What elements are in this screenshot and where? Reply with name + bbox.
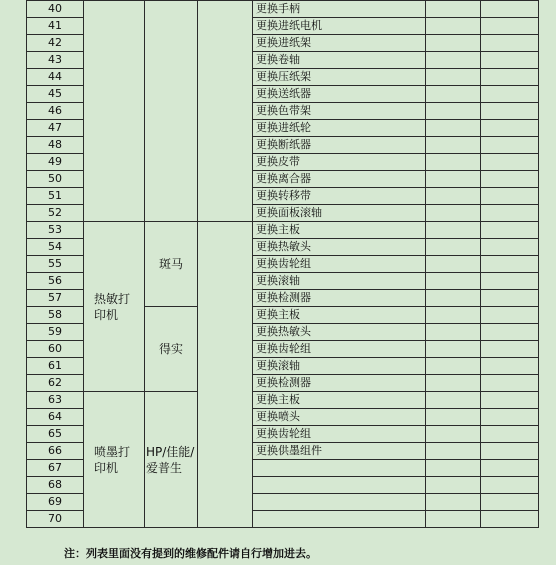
empty-cell — [481, 239, 539, 256]
row-number: 46 — [27, 103, 84, 120]
empty-cell — [426, 52, 481, 69]
empty-cell — [426, 426, 481, 443]
category-cell-inkjet — [84, 392, 145, 528]
row-number: 65 — [27, 426, 84, 443]
repair-item — [253, 460, 426, 477]
repair-item: 更换齿轮组 — [253, 426, 426, 443]
row-number: 47 — [27, 120, 84, 137]
repair-item: 更换进纸轮 — [253, 120, 426, 137]
category-cell — [84, 1, 145, 222]
empty-cell — [426, 171, 481, 188]
row-number: 69 — [27, 494, 84, 511]
repair-item: 更换进纸架 — [253, 35, 426, 52]
row-number: 60 — [27, 341, 84, 358]
brand-label-inkjet: HP/佳能/爱普生 — [146, 444, 195, 475]
repair-item: 更换断纸器 — [253, 137, 426, 154]
empty-cell — [481, 35, 539, 52]
row-number: 61 — [27, 358, 84, 375]
category-label-thermal: 热敏打印机 — [94, 291, 131, 322]
row-number: 66 — [27, 443, 84, 460]
repair-item: 更换主板 — [253, 222, 426, 239]
row-number: 56 — [27, 273, 84, 290]
row-number: 54 — [27, 239, 84, 256]
empty-cell — [426, 409, 481, 426]
empty-cell — [481, 324, 539, 341]
empty-cell — [426, 273, 481, 290]
category-cell-thermal — [84, 222, 145, 392]
row-number: 42 — [27, 35, 84, 52]
repair-item: 更换面板滚轴 — [253, 205, 426, 222]
row-number: 40 — [27, 1, 84, 18]
repair-item: 更换送纸器 — [253, 86, 426, 103]
empty-cell — [481, 460, 539, 477]
repair-parts-table — [26, 0, 539, 528]
empty-cell — [481, 341, 539, 358]
empty-cell — [426, 324, 481, 341]
empty-cell — [481, 86, 539, 103]
empty-cell — [426, 511, 481, 528]
row-number: 63 — [27, 392, 84, 409]
empty-cell — [481, 392, 539, 409]
repair-item: 更换离合器 — [253, 171, 426, 188]
repair-item: 更换色带架 — [253, 103, 426, 120]
row-number: 57 — [27, 290, 84, 307]
row-number: 48 — [27, 137, 84, 154]
repair-item — [253, 494, 426, 511]
empty-cell — [426, 358, 481, 375]
repair-item: 更换滚轴 — [253, 358, 426, 375]
empty-cell — [481, 171, 539, 188]
empty-cell — [481, 426, 539, 443]
row-number: 67 — [27, 460, 84, 477]
empty-cell — [426, 103, 481, 120]
empty-cell — [426, 494, 481, 511]
brand-label-desheng: 得实 — [158, 342, 183, 356]
empty-cell — [426, 188, 481, 205]
row-number: 64 — [27, 409, 84, 426]
repair-item: 更换手柄 — [253, 1, 426, 18]
empty-cell — [481, 103, 539, 120]
repair-item: 更换齿轮组 — [253, 341, 426, 358]
empty-cell — [426, 120, 481, 137]
empty-cell — [481, 1, 539, 18]
repair-item: 更换主板 — [253, 307, 426, 324]
empty-cell — [481, 511, 539, 528]
empty-cell — [426, 137, 481, 154]
row-number: 70 — [27, 511, 84, 528]
empty-cell — [481, 290, 539, 307]
repair-item: 更换齿轮组 — [253, 256, 426, 273]
row-number: 41 — [27, 18, 84, 35]
repair-item: 更换进纸电机 — [253, 18, 426, 35]
repair-item: 更换喷头 — [253, 409, 426, 426]
repair-item: 更换供墨组件 — [253, 443, 426, 460]
empty-cell — [426, 86, 481, 103]
empty-cell — [426, 222, 481, 239]
empty-cell — [481, 358, 539, 375]
repair-item: 更换压纸架 — [253, 69, 426, 86]
empty-cell — [426, 477, 481, 494]
repair-item: 更换转移带 — [253, 188, 426, 205]
brand-cell — [145, 1, 198, 222]
row-number: 68 — [27, 477, 84, 494]
empty-cell — [426, 35, 481, 52]
table-row — [27, 1, 539, 18]
empty-cell — [481, 256, 539, 273]
repair-item: 更换热敏头 — [253, 239, 426, 256]
empty-cell — [481, 409, 539, 426]
empty-cell — [426, 460, 481, 477]
repair-item — [253, 511, 426, 528]
empty-cell — [481, 52, 539, 69]
empty-cell — [481, 120, 539, 137]
empty-cell — [481, 154, 539, 171]
row-number: 62 — [27, 375, 84, 392]
row-number: 43 — [27, 52, 84, 69]
brand-cell-desheng — [145, 307, 198, 392]
repair-item: 更换卷轴 — [253, 52, 426, 69]
row-number: 53 — [27, 222, 84, 239]
brand-cell-zebra — [145, 222, 198, 307]
empty-cell — [426, 69, 481, 86]
empty-cell — [481, 137, 539, 154]
table-body — [27, 1, 539, 528]
empty-cell — [426, 18, 481, 35]
empty-cell — [481, 18, 539, 35]
brand-cell-inkjet — [145, 392, 198, 528]
row-number: 58 — [27, 307, 84, 324]
repair-item: 更换主板 — [253, 392, 426, 409]
row-number: 50 — [27, 171, 84, 188]
model-cell — [198, 222, 253, 528]
row-number: 49 — [27, 154, 84, 171]
row-number: 51 — [27, 188, 84, 205]
repair-item: 更换皮带 — [253, 154, 426, 171]
empty-cell — [481, 205, 539, 222]
row-number: 55 — [27, 256, 84, 273]
empty-cell — [426, 1, 481, 18]
category-label-inkjet: 喷墨打印机 — [94, 444, 131, 475]
empty-cell — [426, 154, 481, 171]
empty-cell — [481, 494, 539, 511]
empty-cell — [481, 188, 539, 205]
repair-item: 更换检测器 — [253, 375, 426, 392]
empty-cell — [426, 375, 481, 392]
table-row — [27, 392, 539, 409]
empty-cell — [426, 341, 481, 358]
empty-cell — [426, 392, 481, 409]
empty-cell — [481, 273, 539, 290]
empty-cell — [481, 222, 539, 239]
footer-note: 注：列表里面没有提到的维修配件请自行增加进去。 — [64, 547, 317, 560]
repair-item: 更换热敏头 — [253, 324, 426, 341]
empty-cell — [481, 69, 539, 86]
brand-label-zebra: 斑马 — [158, 257, 183, 271]
repair-item: 更换检测器 — [253, 290, 426, 307]
empty-cell — [481, 375, 539, 392]
empty-cell — [426, 443, 481, 460]
row-number: 45 — [27, 86, 84, 103]
empty-cell — [481, 443, 539, 460]
row-number: 52 — [27, 205, 84, 222]
model-cell — [198, 1, 253, 222]
empty-cell — [426, 307, 481, 324]
repair-item — [253, 477, 426, 494]
table-row — [27, 222, 539, 239]
empty-cell — [426, 205, 481, 222]
empty-cell — [481, 307, 539, 324]
row-number: 44 — [27, 69, 84, 86]
empty-cell — [481, 477, 539, 494]
empty-cell — [426, 256, 481, 273]
row-number: 59 — [27, 324, 84, 341]
empty-cell — [426, 290, 481, 307]
empty-cell — [426, 239, 481, 256]
repair-item: 更换滚轴 — [253, 273, 426, 290]
